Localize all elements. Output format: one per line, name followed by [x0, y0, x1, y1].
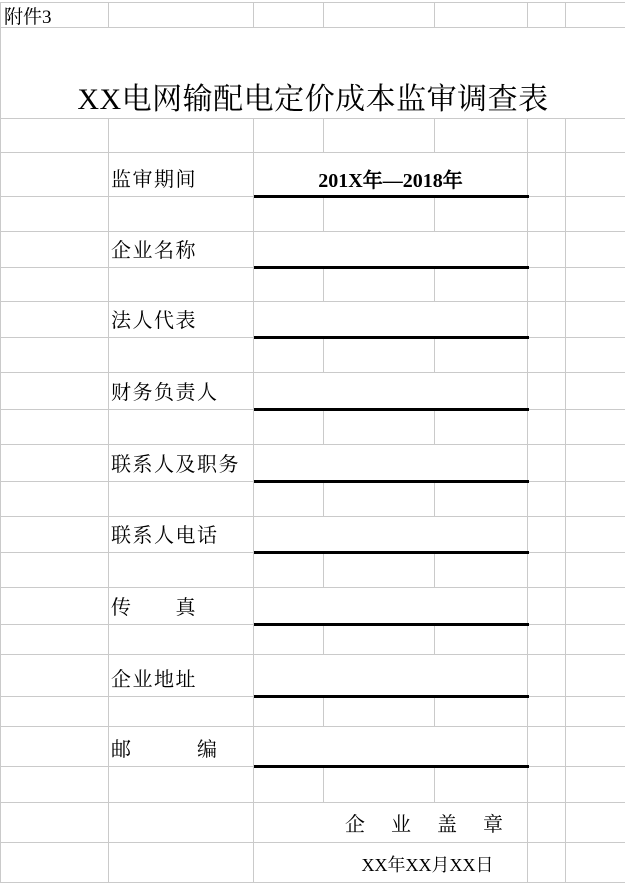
title-row — [1, 28, 625, 119]
field-label-cell — [109, 655, 254, 696]
cell-blank — [435, 767, 528, 802]
form-fields — [1, 153, 625, 803]
field-label-cell — [109, 373, 254, 409]
attachment-label-cell — [1, 3, 109, 27]
field-label: 企业名称 — [111, 240, 197, 262]
cell-blank — [566, 373, 625, 409]
cell-blank — [566, 588, 625, 624]
cell-blank — [528, 153, 566, 196]
cell-blank — [566, 767, 625, 802]
cell-blank — [324, 625, 435, 654]
field-label: 邮 编 — [111, 739, 219, 761]
cell-blank — [1, 697, 109, 726]
cell-blank — [528, 119, 566, 152]
cell-blank — [566, 803, 625, 842]
cell-blank — [254, 410, 324, 444]
spacer-row — [1, 767, 625, 803]
field-label-cell — [109, 153, 254, 196]
cell-blank — [1, 655, 109, 696]
cell-blank — [1, 445, 109, 481]
cell-blank — [1, 119, 109, 152]
cell-blank — [1, 588, 109, 624]
attachment-row — [1, 2, 625, 28]
cell-blank — [566, 119, 625, 152]
cell-blank — [1, 410, 109, 444]
cell-blank — [1, 553, 109, 587]
spacer-row — [1, 119, 625, 153]
cell-blank — [109, 410, 254, 444]
cell-blank — [566, 153, 625, 196]
cell-blank — [528, 410, 566, 444]
cell-blank — [1, 302, 109, 337]
cell-blank — [1, 153, 109, 196]
field-label: 监审期间 — [111, 169, 197, 191]
cell-blank — [109, 482, 254, 516]
cell-blank — [1, 482, 109, 516]
field-value-cell[interactable] — [254, 373, 528, 409]
cell-blank — [254, 482, 324, 516]
field-row — [1, 153, 625, 197]
seal-row — [1, 803, 625, 843]
cell-blank — [435, 3, 528, 27]
cell-blank — [1, 625, 109, 654]
field-row — [1, 588, 625, 625]
spacer-row — [1, 625, 625, 655]
cell-blank — [254, 338, 324, 372]
cell-blank — [254, 697, 324, 726]
field-row — [1, 655, 625, 697]
cell-blank — [566, 655, 625, 696]
cell-blank — [528, 697, 566, 726]
cell-blank — [435, 410, 528, 444]
cell-blank — [1, 232, 109, 267]
page-title: XX电网输配电定价成本监审调查表 — [77, 83, 549, 116]
cell-blank — [528, 767, 566, 802]
cell-blank — [1, 803, 109, 842]
cell-blank — [1, 338, 109, 372]
cell-blank — [254, 197, 324, 231]
field-label-cell — [109, 302, 254, 337]
cell-blank — [528, 302, 566, 337]
cell-blank — [254, 119, 324, 152]
field-row — [1, 517, 625, 553]
field-value-cell[interactable] — [254, 302, 528, 337]
field-label-cell — [109, 232, 254, 267]
field-value-cell[interactable] — [254, 588, 528, 624]
field-value: 201X年—2018年 — [318, 170, 463, 192]
cell-blank — [566, 445, 625, 481]
cell-blank — [109, 625, 254, 654]
field-label: 联系人电话 — [111, 525, 219, 547]
cell-blank — [566, 232, 625, 267]
cell-blank — [566, 843, 625, 882]
date-row — [1, 843, 625, 883]
cell-blank — [566, 268, 625, 301]
cell-blank — [528, 445, 566, 481]
cell-blank — [109, 3, 254, 27]
cell-blank — [1, 767, 109, 802]
cell-blank — [528, 588, 566, 624]
cell-blank — [324, 410, 435, 444]
field-row — [1, 232, 625, 268]
field-label: 联系人及职务 — [111, 454, 240, 476]
cell-blank — [566, 553, 625, 587]
cell-blank — [1, 843, 109, 882]
cell-blank — [528, 268, 566, 301]
cell-blank — [109, 338, 254, 372]
field-value-cell[interactable] — [254, 727, 528, 766]
cell-blank — [566, 3, 625, 27]
cell-blank — [528, 803, 566, 842]
cell-blank — [435, 553, 528, 587]
cell-blank — [324, 197, 435, 231]
field-value-cell[interactable] — [254, 655, 528, 696]
spacer-row — [1, 197, 625, 232]
cell-blank — [109, 197, 254, 231]
cell-blank — [324, 482, 435, 516]
spacer-row — [1, 697, 625, 727]
cell-blank — [324, 3, 435, 27]
field-value-cell[interactable] — [254, 153, 528, 196]
spacer-row — [1, 338, 625, 373]
cell-blank — [528, 625, 566, 654]
field-label-cell — [109, 727, 254, 766]
cell-blank — [435, 268, 528, 301]
cell-blank — [528, 232, 566, 267]
date-label: XX年XX月XX日 — [361, 855, 494, 875]
cell-blank — [1, 517, 109, 552]
cell-blank — [528, 517, 566, 552]
cell-blank — [109, 843, 254, 882]
cell-blank — [566, 482, 625, 516]
cell-blank — [528, 3, 566, 27]
cell-blank — [324, 553, 435, 587]
spacer-row — [1, 553, 625, 588]
spacer-row — [1, 410, 625, 445]
cell-blank — [1, 268, 109, 301]
cell-blank — [435, 338, 528, 372]
seal-label: 企 业 盖 章 — [345, 814, 506, 836]
field-value-cell[interactable] — [254, 445, 528, 481]
field-label: 法人代表 — [111, 310, 197, 332]
cell-blank — [528, 373, 566, 409]
cell-blank — [435, 625, 528, 654]
seal-cell — [254, 803, 528, 842]
cell-blank — [528, 843, 566, 882]
cell-blank — [528, 553, 566, 587]
cell-blank — [254, 268, 324, 301]
cell-blank — [109, 553, 254, 587]
cell-blank — [435, 119, 528, 152]
cell-blank — [109, 803, 254, 842]
field-label-cell — [109, 445, 254, 481]
cell-blank — [566, 697, 625, 726]
cell-blank — [435, 697, 528, 726]
spacer-row — [1, 482, 625, 517]
cell-blank — [254, 625, 324, 654]
cell-blank — [435, 482, 528, 516]
cell-blank — [566, 410, 625, 444]
cell-blank — [1, 373, 109, 409]
field-row — [1, 373, 625, 410]
cell-blank — [324, 697, 435, 726]
cell-blank — [254, 553, 324, 587]
cell-blank — [109, 697, 254, 726]
attachment-label: 附件3 — [4, 6, 52, 28]
cell-blank — [324, 338, 435, 372]
field-label: 传 真 — [111, 597, 197, 619]
cell-blank — [109, 268, 254, 301]
cell-blank — [566, 302, 625, 337]
cell-blank — [1, 197, 109, 231]
cell-blank — [435, 197, 528, 231]
field-row — [1, 727, 625, 767]
field-label: 企业地址 — [111, 669, 197, 691]
cell-blank — [566, 625, 625, 654]
date-cell — [254, 843, 528, 882]
cell-blank — [566, 338, 625, 372]
cell-blank — [528, 197, 566, 231]
field-label-cell — [109, 517, 254, 552]
cell-blank — [1, 727, 109, 766]
cell-blank — [324, 268, 435, 301]
field-label: 财务负责人 — [111, 382, 219, 404]
cell-blank — [566, 517, 625, 552]
cell-blank — [324, 119, 435, 152]
cell-blank — [528, 727, 566, 766]
cell-blank — [566, 197, 625, 231]
cell-blank — [109, 767, 254, 802]
cell-blank — [254, 767, 324, 802]
field-value-cell[interactable] — [254, 232, 528, 267]
cell-blank — [528, 655, 566, 696]
field-row — [1, 445, 625, 482]
cell-blank — [254, 3, 324, 27]
sheet-grid — [0, 2, 625, 883]
cell-blank — [324, 767, 435, 802]
cell-blank — [566, 727, 625, 766]
field-label-cell — [109, 588, 254, 624]
cell-blank — [109, 119, 254, 152]
field-row — [1, 302, 625, 338]
cell-blank — [528, 338, 566, 372]
cell-blank — [528, 482, 566, 516]
field-value-cell[interactable] — [254, 517, 528, 552]
spacer-row — [1, 268, 625, 302]
